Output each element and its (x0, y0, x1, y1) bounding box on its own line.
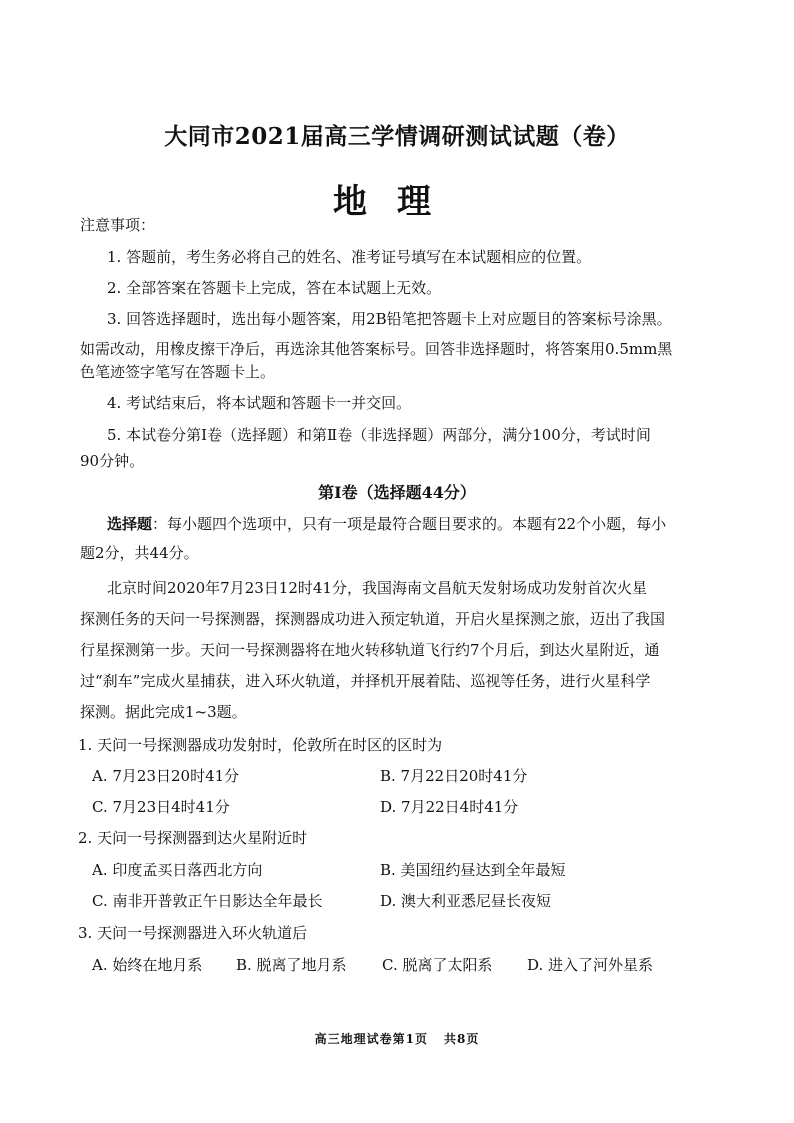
subject-title: 地理 (333, 182, 461, 222)
passage-line: 行星探测第一步。天问一号探测器将在地火转移轨道飞行约7个月后，到达火星附近，通 (80, 641, 660, 659)
question-stem: 1. 天问一号探测器成功发射时，伦敦所在时区的区时为 (78, 736, 443, 754)
answer-option: B. 脱离了地月系 (236, 956, 347, 974)
answer-option: D. 进入了河外星系 (527, 956, 654, 974)
answer-option: C. 南非开普敦正午日影达全年最长 (92, 892, 323, 910)
passage-line: 北京时间2020年7月23日12时41分，我国海南文昌航天发射场成功发射首次火星 (107, 579, 647, 597)
notice-item: 色笔迹签字笔写在答题卡上。 (80, 363, 276, 381)
page-footer (0, 1030, 794, 1047)
answer-option: A. 7月23日20时41分 (92, 767, 240, 785)
notice-item: 3. 回答选择题时，选出每小题答案，用2B铅笔把答题卡上对应题目的答案标号涂黑。 (107, 310, 672, 328)
answer-option: D. 7月22日4时41分 (380, 798, 519, 816)
exam-title: 大同市2021届高三学情调研测试试题（卷） (164, 123, 630, 150)
notice-item: 5. 本试卷分第Ⅰ卷（选择题）和第Ⅱ卷（非选择题）两部分，满分100分，考试时间 (107, 426, 651, 444)
answer-option: A. 印度孟买日落西北方向 (92, 861, 263, 879)
passage-line: 探测。据此完成1~3题。 (80, 703, 247, 721)
notice-item: 如需改动，用橡皮擦干净后，再选涂其他答案标号。回答非选择题时，将答案用0.5mm黑 (80, 340, 673, 358)
notice-item: 1. 答题前，考生务必将自己的姓名、准考证号填写在本试题相应的位置。 (107, 248, 592, 266)
instructions-label: 选择题 (107, 515, 153, 533)
question-stem: 3. 天问一号探测器进入环火轨道后 (78, 924, 308, 942)
section-title: 第Ⅰ卷（选择题44分） (318, 483, 476, 502)
passage-line: 探测任务的天问一号探测器，探测器成功进入预定轨道，开启火星探测之旅，迈出了我国 (80, 610, 666, 628)
answer-option: C. 7月23日4时41分 (92, 798, 230, 816)
notice-item: 4. 考试结束后，将本试题和答题卡一并交回。 (107, 394, 412, 412)
page-number: 高三地理试卷第1页 (314, 1032, 428, 1046)
section-instructions-cont: 题2分，共44分。 (80, 544, 199, 562)
answer-option: B. 美国纽约昼达到全年最短 (380, 861, 566, 879)
notice-item: 90分钟。 (80, 452, 145, 470)
passage-line: 过“刹车”完成火星捕获，进入环火轨道，并择机开展着陆、巡视等任务，进行火星科学 (80, 672, 651, 690)
question-stem: 2. 天问一号探测器到达火星附近时 (78, 829, 308, 847)
answer-option: C. 脱离了太阳系 (382, 956, 493, 974)
answer-option: B. 7月22日20时41分 (380, 767, 528, 785)
section-instructions (107, 514, 720, 534)
notice-item: 2. 全部答案在答题卡上完成，答在本试题上无效。 (107, 279, 442, 297)
answer-option: A. 始终在地月系 (92, 956, 203, 974)
answer-option: D. 澳大利亚悉尼昼长夜短 (380, 892, 552, 910)
notice-heading: 注意事项： (80, 216, 156, 234)
page-total: 共8页 (444, 1032, 480, 1046)
instructions-text: ：每小题四个选项中，只有一项是最符合题目要求的。本题有22个小题，每小 (152, 515, 667, 533)
